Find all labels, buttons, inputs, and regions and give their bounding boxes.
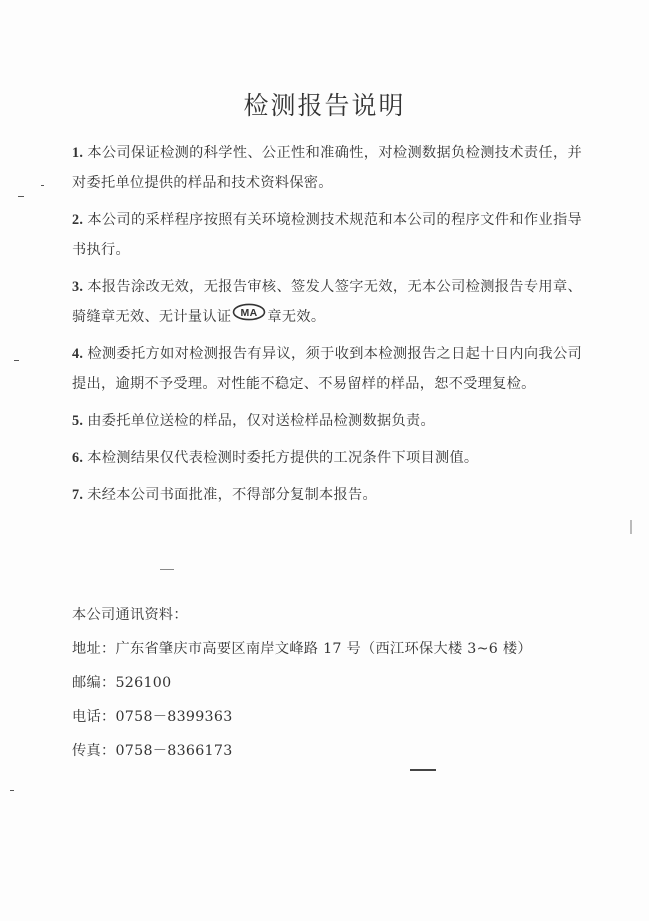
note-number: 5. <box>72 413 84 429</box>
cma-logo-icon <box>232 302 266 332</box>
scan-speck <box>41 185 44 186</box>
note-number: 4. <box>72 346 84 362</box>
note-text: 未经本公司书面批准，不得部分复制本报告。 <box>87 487 378 503</box>
scan-speck <box>10 790 14 791</box>
note-number: 1. <box>72 145 84 161</box>
contact-postcode: 邮编：526100 <box>72 675 172 691</box>
note-item-7 <box>72 480 582 510</box>
note-text: 由委托单位送检的样品，仅对送检样品检测数据负责。 <box>87 413 435 429</box>
note-text: 本公司保证检测的科学性、公正性和准确性，对检测数据负检测技术责任，并对委托单位提供的样品和技术资料保密。 <box>72 145 582 191</box>
contact-address: 地址：广东省肇庆市高要区南岸文峰路 17 号（西江环保大楼 3~6 楼） <box>72 641 532 657</box>
note-text-tail: 章无效。 <box>267 309 326 325</box>
scan-speck <box>410 769 436 771</box>
note-item-5 <box>72 406 582 436</box>
note-number: 3. <box>72 279 84 295</box>
cma-logo-text: MA <box>240 307 258 319</box>
note-item-1 <box>72 138 582 198</box>
page-title: 检测报告说明 <box>243 91 406 120</box>
contact-phone: 电话：0758－8399363 <box>72 709 233 725</box>
note-item-3 <box>72 272 582 332</box>
scan-speck <box>18 196 24 197</box>
note-item-4 <box>72 339 582 399</box>
scan-speck <box>630 520 632 534</box>
note-number: 7. <box>72 487 84 503</box>
note-number: 6. <box>72 450 84 466</box>
contact-info <box>72 598 592 768</box>
note-text: 检测委托方如对检测报告有异议，须于收到本检测报告之日起十日内向我公司提出，逾期不予受理。对性能不稳定、不易留样的样品，恕不受理复检。 <box>72 346 582 392</box>
note-item-6 <box>72 443 582 473</box>
scan-speck <box>14 360 19 361</box>
contact-fax: 传真：0758－8366173 <box>72 743 233 759</box>
note-text: 本报告涂改无效，无报告审核、签发人签字无效，无本公司检测报告专用章、骑缝章无效、无计量认证 <box>72 279 582 325</box>
contact-heading: 本公司通讯资料： <box>72 607 188 623</box>
note-number: 2. <box>72 212 84 228</box>
note-text: 本公司的采样程序按照有关环境检测技术规范和本公司的程序文件和作业指导书执行。 <box>72 212 582 258</box>
scan-speck <box>160 569 174 570</box>
note-item-2 <box>72 205 582 265</box>
note-text: 本检测结果仅代表检测时委托方提供的工况条件下项目测值。 <box>87 450 479 466</box>
notes-list <box>72 138 582 517</box>
